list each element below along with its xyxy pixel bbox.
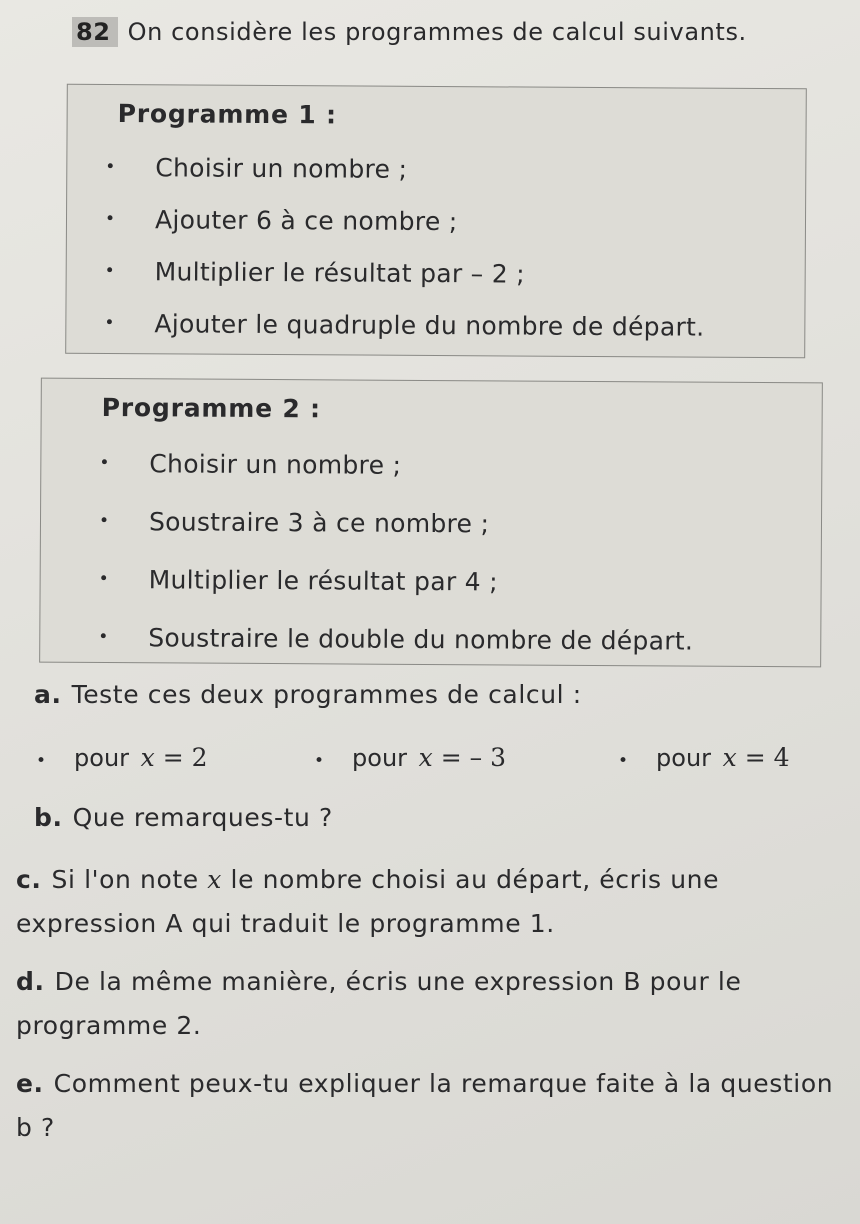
bullet-icon: • bbox=[618, 751, 629, 771]
step-text: Multiplier le résultat par 4 ; bbox=[148, 565, 498, 597]
program-2-steps bbox=[98, 445, 694, 681]
program-2-title: Programme 2 : bbox=[101, 392, 321, 424]
test-equation bbox=[723, 743, 790, 772]
test-label: pour bbox=[74, 744, 130, 772]
variable-x: x bbox=[722, 743, 737, 772]
bullet-icon: • bbox=[36, 751, 47, 771]
question-text: De la même manière, écris une expression B pour le programme 2. bbox=[16, 967, 742, 1040]
test-label: pour bbox=[352, 744, 408, 772]
step-text: Soustraire 3 à ce nombre ; bbox=[148, 507, 490, 539]
exercise-intro: On considère les programmes de calcul suivants. bbox=[127, 18, 747, 46]
question-letter: a. bbox=[34, 680, 62, 709]
program-2-step bbox=[99, 445, 694, 507]
variable-x: x bbox=[418, 743, 433, 772]
program-2-step bbox=[98, 561, 693, 623]
question-letter: b. bbox=[34, 803, 63, 832]
bullet-icon: • bbox=[104, 260, 116, 282]
test-equation bbox=[419, 743, 506, 772]
exercise-number: 82 bbox=[72, 17, 118, 47]
bullet-icon: • bbox=[98, 626, 109, 648]
bullet-icon: • bbox=[314, 751, 325, 771]
bullet-icon: • bbox=[104, 208, 116, 230]
test-label: pour bbox=[656, 744, 712, 772]
bullet-icon: • bbox=[104, 312, 115, 334]
question-text: Que remarques-tu ? bbox=[72, 803, 333, 832]
question-letter: d. bbox=[16, 967, 45, 996]
program-1-step bbox=[104, 305, 704, 361]
test-value-1 bbox=[36, 736, 208, 783]
question-text: Comment peux-tu expliquer la remarque faite à la question b ? bbox=[16, 1069, 834, 1142]
program-1-box bbox=[65, 84, 807, 359]
test-value-2 bbox=[314, 736, 506, 783]
question-b bbox=[34, 796, 333, 840]
question-text: Teste ces deux programmes de calcul : bbox=[71, 680, 582, 709]
program-2-step bbox=[98, 619, 693, 681]
question-letter: e. bbox=[16, 1069, 44, 1098]
program-1-steps bbox=[104, 149, 705, 361]
step-text: Choisir un nombre ; bbox=[155, 153, 408, 184]
program-1-title: Programme 1 : bbox=[117, 99, 337, 130]
question-text-after: le nombre choisi au départ, écris une expression A qui traduit le programme 1. bbox=[16, 865, 720, 938]
test-relation: = 4 bbox=[744, 743, 790, 772]
step-text: Soustraire le double du nombre de départ. bbox=[148, 623, 694, 656]
test-value-3 bbox=[618, 736, 790, 783]
variable-x: x bbox=[207, 865, 222, 894]
question-e bbox=[16, 1062, 836, 1150]
test-relation: = – 3 bbox=[440, 743, 506, 772]
program-1-step bbox=[105, 201, 705, 257]
exercise-header bbox=[72, 14, 832, 51]
test-relation: = 2 bbox=[162, 743, 208, 772]
question-a bbox=[34, 673, 582, 717]
question-text-before: Si l'on note bbox=[51, 865, 199, 894]
program-2-step bbox=[99, 503, 694, 565]
bullet-icon: • bbox=[98, 568, 110, 590]
bullet-icon: • bbox=[99, 452, 110, 474]
step-text: Ajouter 6 à ce nombre ; bbox=[154, 205, 458, 237]
question-c bbox=[16, 858, 836, 946]
bullet-icon: • bbox=[98, 510, 110, 532]
variable-x: x bbox=[140, 743, 155, 772]
step-text: Choisir un nombre ; bbox=[149, 449, 402, 480]
bullet-icon: • bbox=[105, 156, 116, 178]
program-1-step bbox=[105, 149, 705, 205]
program-2-box bbox=[39, 378, 823, 668]
question-letter: c. bbox=[16, 865, 42, 894]
step-text: Multiplier le résultat par – 2 ; bbox=[154, 257, 526, 289]
step-text: Ajouter le quadruple du nombre de départ. bbox=[154, 309, 705, 342]
question-d bbox=[16, 960, 836, 1048]
program-1-step bbox=[104, 253, 704, 309]
test-equation bbox=[141, 743, 208, 772]
